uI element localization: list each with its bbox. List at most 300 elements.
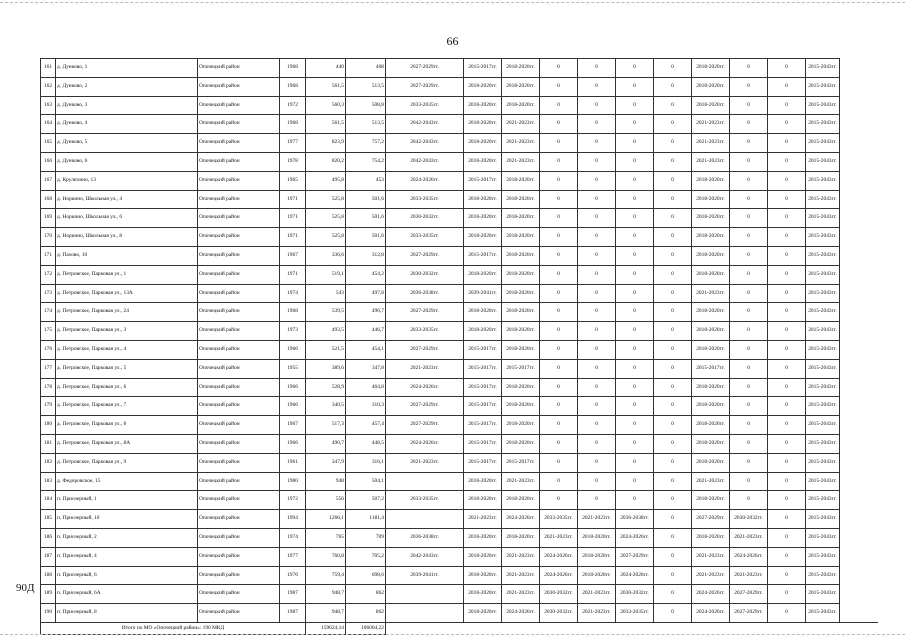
row-number: 165	[41, 134, 56, 153]
repair-period-cell: 0	[654, 491, 692, 510]
repair-period-cell: 0	[654, 303, 692, 322]
repair-period-cell: 2015-2043гг.	[806, 96, 840, 115]
repair-period-cell: 0	[540, 434, 578, 453]
repair-period-cell: 0	[578, 472, 616, 491]
repair-period-cell: 2033-2035гг.	[386, 96, 464, 115]
repair-period-cell: 0	[540, 322, 578, 341]
repair-period-cell: 2021-2023гг.	[578, 604, 616, 623]
year-built-cell: 1987	[280, 585, 306, 604]
living-area-cell: 454,1	[346, 340, 386, 359]
year-built-cell: 1966	[280, 397, 306, 416]
repair-period-cell: 0	[654, 566, 692, 585]
year-built-cell: 1974	[280, 528, 306, 547]
table-row	[41, 491, 878, 510]
repair-period-cell: 2018-2020гг.	[692, 397, 730, 416]
repair-period-cell: 0	[540, 416, 578, 435]
repair-period-cell: 2024-2026гг.	[616, 528, 654, 547]
repair-period-cell: 0	[616, 96, 654, 115]
repair-period-cell: 2015-2017гг.	[464, 378, 502, 397]
district-cell: Опочецкий район	[198, 284, 280, 303]
district-cell: Опочецкий район	[198, 416, 280, 435]
year-built-cell: 1971	[280, 228, 306, 247]
repair-period-cell: 2024-2026гг.	[692, 604, 730, 623]
repair-period-cell: 2018-2020гг.	[502, 378, 540, 397]
repair-period-cell: 2015-2017гг.	[464, 340, 502, 359]
total-area-cell: 760,8	[306, 547, 346, 566]
repair-period-cell: 0	[578, 190, 616, 209]
repair-period-cell: 2018-2020гг.	[502, 265, 540, 284]
repair-period-cell: 0	[654, 284, 692, 303]
row-number: 163	[41, 96, 56, 115]
repair-period-cell: 2015-2043гг.	[806, 228, 840, 247]
address-cell: д. Дунково, 4	[56, 115, 198, 134]
table-row	[41, 134, 878, 153]
repair-period-cell: 2015-2043гг.	[806, 59, 840, 78]
repair-period-cell: 2018-2020гг.	[692, 190, 730, 209]
repair-period-cell: 2015-2017гг.	[464, 171, 502, 190]
repair-period-cell	[386, 510, 464, 529]
living-area-cell: 448,5	[346, 434, 386, 453]
district-cell: Опочецкий район	[198, 547, 280, 566]
row-number: 188	[41, 566, 56, 585]
total-area-cell: 556	[306, 491, 346, 510]
repair-period-cell: 2015-2043гг.	[806, 604, 840, 623]
living-area-cell: 408	[346, 59, 386, 78]
year-built-cell: 1971	[280, 265, 306, 284]
year-built-cell: 1994	[280, 510, 306, 529]
row-number: 172	[41, 265, 56, 284]
repair-period-cell: 2015-2043гг.	[806, 115, 840, 134]
repair-period-cell: 2015-2017гг.	[502, 359, 540, 378]
repair-period-cell: 0	[768, 322, 806, 341]
repair-period-cell: 2018-2020гг.	[502, 96, 540, 115]
total-area-cell: 521,5	[306, 340, 346, 359]
table-row	[41, 59, 878, 78]
repair-period-cell: 2018-2020гг.	[692, 96, 730, 115]
total-area-cell: 525,8	[306, 228, 346, 247]
year-built-cell: 1978	[280, 152, 306, 171]
table-row	[41, 303, 878, 322]
repair-period-cell: 2021-2023гг.	[730, 566, 768, 585]
row-number: 170	[41, 228, 56, 247]
repair-period-cell: 2015-2043гг.	[806, 171, 840, 190]
district-cell: Опочецкий район	[198, 340, 280, 359]
total-row	[41, 622, 878, 634]
repair-period-cell: 0	[540, 96, 578, 115]
table-row	[41, 547, 878, 566]
repair-period-cell: 0	[654, 340, 692, 359]
repair-period-cell: 0	[768, 340, 806, 359]
repair-period-cell: 0	[730, 77, 768, 96]
repair-period-cell: 0	[540, 340, 578, 359]
year-built-cell: 1980	[280, 472, 306, 491]
repair-period-cell: 0	[730, 59, 768, 78]
repair-period-cell: 2015-2043гг.	[806, 340, 840, 359]
row-number: 187	[41, 547, 56, 566]
district-cell: Опочецкий район	[198, 491, 280, 510]
total-area-cell: 539,5	[306, 303, 346, 322]
year-built-cell: 1987	[280, 604, 306, 623]
address-cell: д. Федоровское, 15	[56, 472, 198, 491]
repair-period-cell: 2018-2020гг.	[692, 453, 730, 472]
district-cell: Опочецкий район	[198, 397, 280, 416]
total-area-cell: 820,2	[306, 152, 346, 171]
district-cell: Опочецкий район	[198, 510, 280, 529]
repair-period-cell: 2021-2023гг.	[578, 510, 616, 529]
district-cell: Опочецкий район	[198, 96, 280, 115]
repair-period-cell: 2018-2020гг.	[464, 190, 502, 209]
row-number: 168	[41, 190, 56, 209]
repair-period-cell: 2027-2029гг.	[730, 604, 768, 623]
page-number: 66	[446, 34, 459, 48]
repair-period-cell: 0	[768, 96, 806, 115]
repair-period-cell: 0	[616, 246, 654, 265]
repair-period-cell	[386, 604, 464, 623]
repair-period-cell: 2021-2023гг.	[692, 134, 730, 153]
row-number: 189	[41, 585, 56, 604]
repair-period-cell: 2018-2020гг.	[502, 528, 540, 547]
repair-period-cell: 0	[578, 491, 616, 510]
repair-period-cell: 2021-2023гг.	[386, 453, 464, 472]
row-number: 185	[41, 510, 56, 529]
repair-period-cell: 0	[768, 510, 806, 529]
repair-period-cell: 2042-2043гг.	[386, 547, 464, 566]
repair-period-cell: 2018-2020гг.	[692, 77, 730, 96]
repair-period-cell: 2018-2020гг.	[464, 547, 502, 566]
repair-period-cell: 2015-2017гг.	[464, 453, 502, 472]
repair-period-cell: 0	[540, 453, 578, 472]
repair-period-cell: 2018-2020гг.	[692, 340, 730, 359]
district-cell: Опочецкий район	[198, 134, 280, 153]
repair-period-cell: 0	[578, 416, 616, 435]
repair-period-cell: 2018-2020гг.	[502, 171, 540, 190]
row-number: 173	[41, 284, 56, 303]
total-area-cell: 490,7	[306, 434, 346, 453]
living-area-cell: 464,8	[346, 378, 386, 397]
repair-period-cell: 2018-2020гг.	[692, 491, 730, 510]
repair-period-cell: 2018-2020гг.	[464, 152, 502, 171]
repair-period-cell: 0	[730, 322, 768, 341]
repair-period-cell: 2018-2020гг.	[692, 434, 730, 453]
repair-period-cell: 2033-2035гг.	[540, 510, 578, 529]
repair-period-cell: 2018-2020гг.	[464, 228, 502, 247]
total-area-cell: 765	[306, 528, 346, 547]
district-cell: Опочецкий район	[198, 359, 280, 378]
district-cell: Опочецкий район	[198, 190, 280, 209]
repair-period-cell: 2015-2043гг.	[806, 528, 840, 547]
address-cell: д. Петровское, Парковая ул., 7	[56, 397, 198, 416]
repair-period-cell: 2015-2043гг.	[806, 453, 840, 472]
address-cell: п. Приозерный, 1	[56, 491, 198, 510]
year-built-cell: 1967	[280, 246, 306, 265]
table-row	[41, 453, 878, 472]
repair-period-cell: 0	[616, 378, 654, 397]
row-number: 169	[41, 209, 56, 228]
repair-period-cell: 0	[730, 378, 768, 397]
table-row	[41, 246, 878, 265]
repair-period-cell: 2036-2038гг.	[616, 510, 654, 529]
repair-period-cell: 0	[730, 152, 768, 171]
district-cell: Опочецкий район	[198, 566, 280, 585]
repair-period-cell: 0	[578, 322, 616, 341]
repair-period-cell: 2018-2020гг.	[502, 416, 540, 435]
row-number: 177	[41, 359, 56, 378]
row-number: 181	[41, 434, 56, 453]
repair-period-cell: 2018-2020гг.	[464, 491, 502, 510]
repair-period-cell: 0	[578, 228, 616, 247]
living-area-cell: 698,6	[346, 566, 386, 585]
repair-period-cell: 2018-2020гг.	[692, 209, 730, 228]
repair-period-cell: 2015-2017гг.	[464, 397, 502, 416]
district-cell: Опочецкий район	[198, 59, 280, 78]
address-cell: д. Петровское, Парковая ул., 13А	[56, 284, 198, 303]
living-area-cell: 709	[346, 528, 386, 547]
address-cell: д. Дунково, 1	[56, 59, 198, 78]
repair-period-cell: 2015-2043гг.	[806, 77, 840, 96]
total-label: Итого по МО «Опочецкий район»: 190 МКД	[41, 622, 306, 634]
repair-period-cell: 2024-2026гг.	[502, 604, 540, 623]
total-area-sum: 159624,14	[306, 622, 346, 634]
repair-period-cell: 2030-2032гг.	[616, 585, 654, 604]
repair-period-cell: 2018-2020гг.	[464, 96, 502, 115]
repair-period-cell: 2021-2023гг.	[502, 152, 540, 171]
total-area-cell: 948,7	[306, 604, 346, 623]
repair-period-cell: 2036-2038гг.	[386, 528, 464, 547]
repair-period-cell: 2027-2029гг.	[386, 59, 464, 78]
address-cell: д. Петровское, Парковая ул., 3	[56, 322, 198, 341]
repair-period-cell: 0	[768, 115, 806, 134]
total-area-cell: 561,5	[306, 115, 346, 134]
repair-period-cell: 0	[540, 134, 578, 153]
repair-period-cell: 0	[578, 434, 616, 453]
repair-period-cell: 2018-2020гг.	[692, 303, 730, 322]
table-row	[41, 190, 878, 209]
repair-period-cell: 2030-2032гг.	[386, 209, 464, 228]
district-cell: Опочецкий район	[198, 209, 280, 228]
year-built-cell: 1961	[280, 453, 306, 472]
repair-period-cell: 2042-2043гг.	[386, 115, 464, 134]
repair-period-cell: 2018-2020гг.	[464, 77, 502, 96]
repair-period-cell: 2018-2020гг.	[692, 246, 730, 265]
table-row	[41, 284, 878, 303]
repair-period-cell	[386, 472, 464, 491]
repair-period-cell: 2018-2020гг.	[464, 528, 502, 547]
repair-period-cell: 2018-2020гг.	[502, 190, 540, 209]
repair-period-cell: 0	[578, 152, 616, 171]
repair-period-cell: 0	[730, 284, 768, 303]
row-number: 176	[41, 340, 56, 359]
repair-period-cell: 0	[616, 322, 654, 341]
row-number: 174	[41, 303, 56, 322]
repair-period-cell: 2021-2023гг.	[540, 528, 578, 547]
repair-period-cell: 2015-2017гг.	[464, 416, 502, 435]
repair-period-cell: 2018-2020гг.	[502, 77, 540, 96]
repair-period-cell: 2021-2023гг.	[730, 528, 768, 547]
repair-period-cell: 2024-2026гг.	[692, 585, 730, 604]
repair-period-cell: 0	[616, 59, 654, 78]
repair-period-cell: 2024-2026гг.	[730, 547, 768, 566]
total-area-cell: 560,3	[306, 96, 346, 115]
repair-period-cell: 0	[616, 265, 654, 284]
year-built-cell: 1966	[280, 340, 306, 359]
repair-period-cell: 2021-2023гг.	[692, 472, 730, 491]
repair-period-cell: 2018-2020гг.	[578, 547, 616, 566]
living-area-sum: 106004,22	[346, 622, 386, 634]
repair-period-cell: 2018-2020гг.	[464, 265, 502, 284]
repair-period-cell: 0	[768, 171, 806, 190]
repair-period-cell: 0	[616, 228, 654, 247]
repair-period-cell: 0	[730, 340, 768, 359]
living-area-cell: 513,5	[346, 115, 386, 134]
address-cell: п. Приозерный, 8	[56, 604, 198, 623]
repair-period-cell: 2018-2020гг.	[692, 416, 730, 435]
table-row	[41, 152, 878, 171]
repair-period-cell: 2018-2020гг.	[692, 322, 730, 341]
address-cell: д. Петровское, Парковая ул., 8	[56, 416, 198, 435]
total-area-cell: 495,8	[306, 171, 346, 190]
repair-period-cell: 2015-2043гг.	[806, 322, 840, 341]
living-area-cell: 310,3	[346, 397, 386, 416]
repair-period-cell: 2015-2043гг.	[806, 284, 840, 303]
repair-period-cell: 0	[540, 190, 578, 209]
year-built-cell: 1971	[280, 209, 306, 228]
repair-period-cell: 0	[730, 434, 768, 453]
repair-period-cell: 2018-2020гг.	[502, 59, 540, 78]
address-cell: п. Приозерный, 4	[56, 547, 198, 566]
repair-period-cell: 0	[578, 59, 616, 78]
repair-period-cell: 2018-2020гг.	[692, 528, 730, 547]
repair-period-cell: 2015-2043гг.	[806, 190, 840, 209]
address-cell: д. Петровское, Парковая ул., 24	[56, 303, 198, 322]
table-row	[41, 209, 878, 228]
repair-period-cell: 0	[578, 265, 616, 284]
repair-period-cell: 0	[654, 134, 692, 153]
district-cell: Опочецкий район	[198, 77, 280, 96]
repair-period-cell: 2015-2043гг.	[806, 152, 840, 171]
row-number: 179	[41, 397, 56, 416]
living-area-cell: 504,1	[346, 472, 386, 491]
repair-period-cell: 2024-2026гг.	[616, 566, 654, 585]
row-number: 190	[41, 604, 56, 623]
repair-period-cell: 2015-2017гг.	[692, 359, 730, 378]
repair-period-cell: 0	[540, 115, 578, 134]
year-built-cell: 1968	[280, 303, 306, 322]
district-cell: Опочецкий район	[198, 246, 280, 265]
repair-period-cell: 0	[654, 190, 692, 209]
living-area-cell: 446,7	[346, 322, 386, 341]
repair-period-cell: 2027-2029гг.	[386, 246, 464, 265]
scan-edge-top	[0, 2, 905, 4]
repair-period-cell: 2027-2029гг.	[692, 510, 730, 529]
year-built-cell: 1974	[280, 284, 306, 303]
repair-period-cell: 2021-2023гг.	[692, 284, 730, 303]
repair-period-cell: 0	[730, 171, 768, 190]
living-area-cell: 454,2	[346, 265, 386, 284]
address-cell: д. Норкино, Школьная ул., 6	[56, 209, 198, 228]
year-built-cell: 1968	[280, 115, 306, 134]
table-body	[41, 59, 878, 635]
repair-period-cell: 2036-2038гг.	[386, 284, 464, 303]
repair-period-cell: 2021-2023гг.	[692, 115, 730, 134]
year-built-cell: 1973	[280, 322, 306, 341]
repair-period-cell: 0	[540, 228, 578, 247]
living-area-cell: 347,8	[346, 359, 386, 378]
repair-period-cell: 2042-2043гг.	[386, 134, 464, 153]
living-area-cell: 757,2	[346, 134, 386, 153]
repair-period-cell: 2015-2043гг.	[806, 566, 840, 585]
district-cell: Опочецкий район	[198, 303, 280, 322]
address-cell: п. Приозерный, 10	[56, 510, 198, 529]
total-area-cell: 517,3	[306, 416, 346, 435]
repair-period-cell: 0	[730, 453, 768, 472]
repair-period-cell: 2018-2020гг.	[464, 585, 502, 604]
repair-period-cell: 2027-2029гг.	[386, 416, 464, 435]
repair-period-cell: 0	[768, 604, 806, 623]
repair-period-cell: 0	[768, 77, 806, 96]
repair-period-cell: 0	[540, 246, 578, 265]
address-cell: д. Дунково, 3	[56, 96, 198, 115]
repair-period-cell: 2039-2041гг.	[464, 284, 502, 303]
repair-period-cell: 2033-2035гг.	[386, 228, 464, 247]
repair-period-cell: 0	[616, 359, 654, 378]
total-area-cell: 561,5	[306, 77, 346, 96]
repair-period-cell: 0	[616, 209, 654, 228]
total-area-cell: 528,9	[306, 378, 346, 397]
repair-period-cell	[386, 585, 464, 604]
table-row	[41, 77, 878, 96]
row-number: 171	[41, 246, 56, 265]
repair-period-cell: 0	[654, 77, 692, 96]
row-number: 183	[41, 472, 56, 491]
repair-period-cell: 0	[654, 378, 692, 397]
total-area-cell: 823,9	[306, 134, 346, 153]
repair-period-cell: 0	[616, 434, 654, 453]
repair-period-cell: 2024-2026гг.	[386, 434, 464, 453]
year-built-cell: 1972	[280, 96, 306, 115]
total-area-cell: 948,7	[306, 585, 346, 604]
repair-period-cell: 2015-2043гг.	[806, 134, 840, 153]
repair-period-cell: 0	[616, 491, 654, 510]
repair-period-cell: 2018-2020гг.	[578, 566, 616, 585]
repair-period-cell: 0	[540, 265, 578, 284]
table-row	[41, 434, 878, 453]
repair-period-cell: 0	[540, 472, 578, 491]
repair-period-cell: 0	[654, 472, 692, 491]
repair-period-cell: 2021-2023гг.	[502, 115, 540, 134]
repair-period-cell: 2015-2017гг.	[464, 359, 502, 378]
table-row	[41, 96, 878, 115]
repair-period-cell: 0	[578, 340, 616, 359]
repair-period-cell: 0	[578, 378, 616, 397]
year-built-cell: 1955	[280, 359, 306, 378]
repair-period-cell: 0	[730, 472, 768, 491]
repair-period-cell: 0	[540, 284, 578, 303]
year-built-cell: 1966	[280, 434, 306, 453]
repair-period-cell: 2015-2043гг.	[806, 510, 840, 529]
address-cell: д. Норкино, Школьная ул., 8	[56, 228, 198, 247]
repair-period-cell: 0	[616, 190, 654, 209]
district-cell: Опочецкий район	[198, 472, 280, 491]
repair-period-cell: 2018-2020гг.	[578, 528, 616, 547]
repair-period-cell: 2015-2017гг.	[464, 434, 502, 453]
repair-period-cell: 0	[540, 303, 578, 322]
living-area-cell: 507,2	[346, 491, 386, 510]
repair-period-cell: 0	[616, 472, 654, 491]
repair-period-cell: 0	[768, 566, 806, 585]
repair-period-cell: 0	[654, 265, 692, 284]
housing-register-table	[40, 58, 878, 635]
repair-period-cell: 2015-2043гг.	[806, 397, 840, 416]
